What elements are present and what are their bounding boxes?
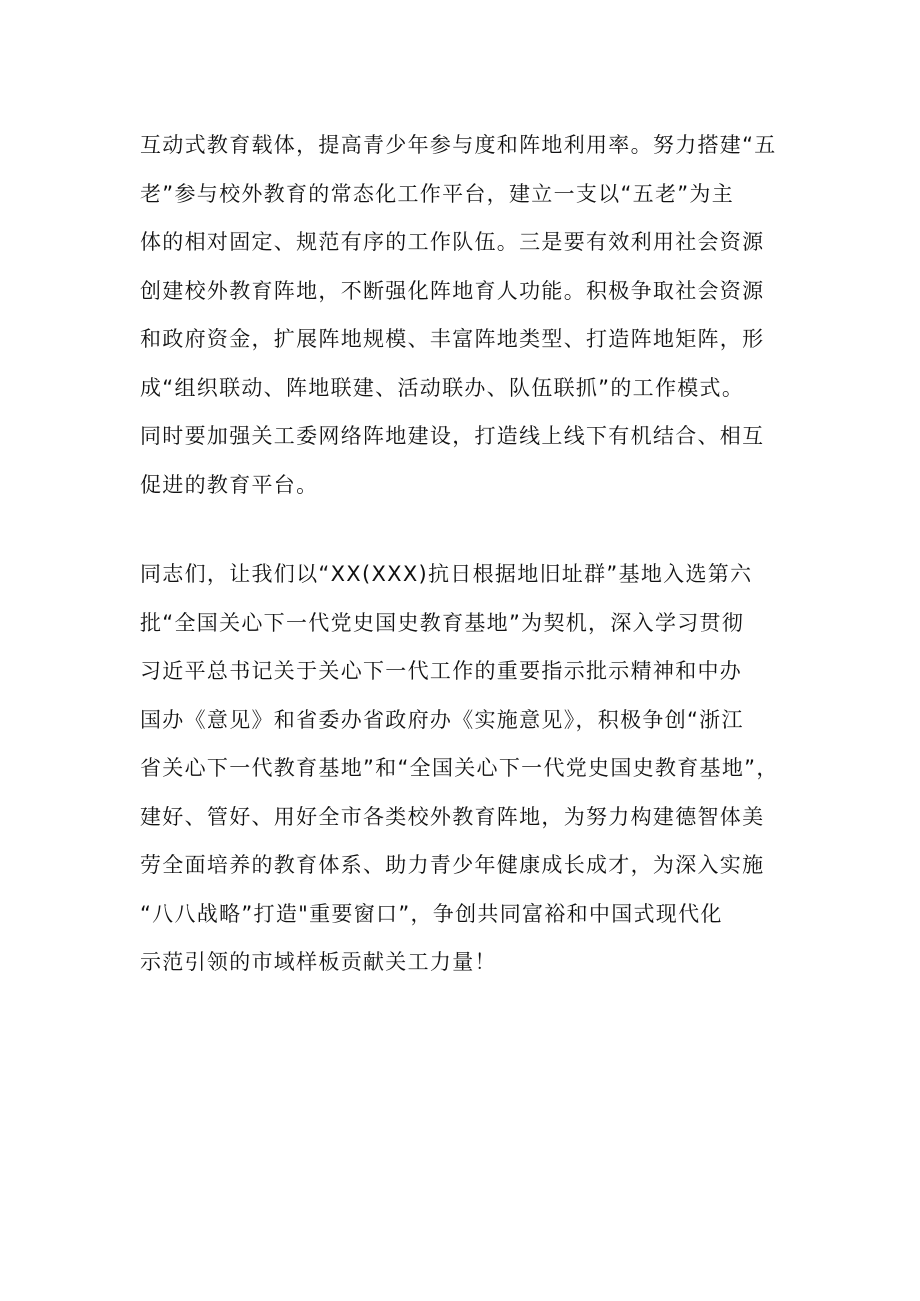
text-line: 和政府资金，扩展阵地规模、丰富阵地类型、打造阵地矩阵，形 <box>140 327 765 351</box>
text-line: 国办《意见》和省委办省政府办《实施意见》，积极争创“浙江 <box>140 707 744 732</box>
text-line: 促进的教育平台。 <box>140 472 319 497</box>
text-line: 习近平总书记关于关心下一代工作的重要指示批示精神和中办 <box>140 659 743 683</box>
text-line: 建好、管好、用好全市各类校外教育阵地，为努力构建德智体美 <box>140 804 765 829</box>
text-line: 创建校外教育阵地，不断强化阵地育人功能。积极争取社会资源 <box>140 278 765 303</box>
text-line: 老”参与校外教育的常态化工作平台，建立一支以“五老”为主 <box>140 181 735 206</box>
text-line: 同志们，让我们以“XX(XXX)抗日根据地旧址群”基地入选第六 <box>140 562 753 586</box>
text-line: “八八战略”打造"重要窗口”，争创共同富裕和中国式现代化 <box>140 901 723 926</box>
text-line: 示范引领的市域样板贡献关工力量！ <box>140 950 497 974</box>
text-line: 省关心下一代教育基地”和“全国关心下一代党史国史教育基地”， <box>140 756 779 780</box>
text-line: 劳全面培养的教育体系、助力青少年健康成长成才，为深入实施 <box>140 853 765 877</box>
text-line: 批“全国关心下一代党史国史教育基地”为契机，深入学习贯彻 <box>140 610 745 635</box>
text-line: 体的相对固定、规范有序的工作队伍。三是要有效利用社会资源 <box>140 230 765 254</box>
paragraph-1 <box>140 121 800 509</box>
paragraph-2 <box>140 550 800 987</box>
text-line: 成“组织联动、阵地联建、活动联办、队伍联抓”的工作模式。 <box>140 375 745 400</box>
text-line: 同时要加强关工委网络阵地建设，打造线上线下有机结合、相互 <box>140 424 765 448</box>
text-line: 互动式教育载体，提高青少年参与度和阵地利用率。努力搭建“五 <box>140 133 777 157</box>
